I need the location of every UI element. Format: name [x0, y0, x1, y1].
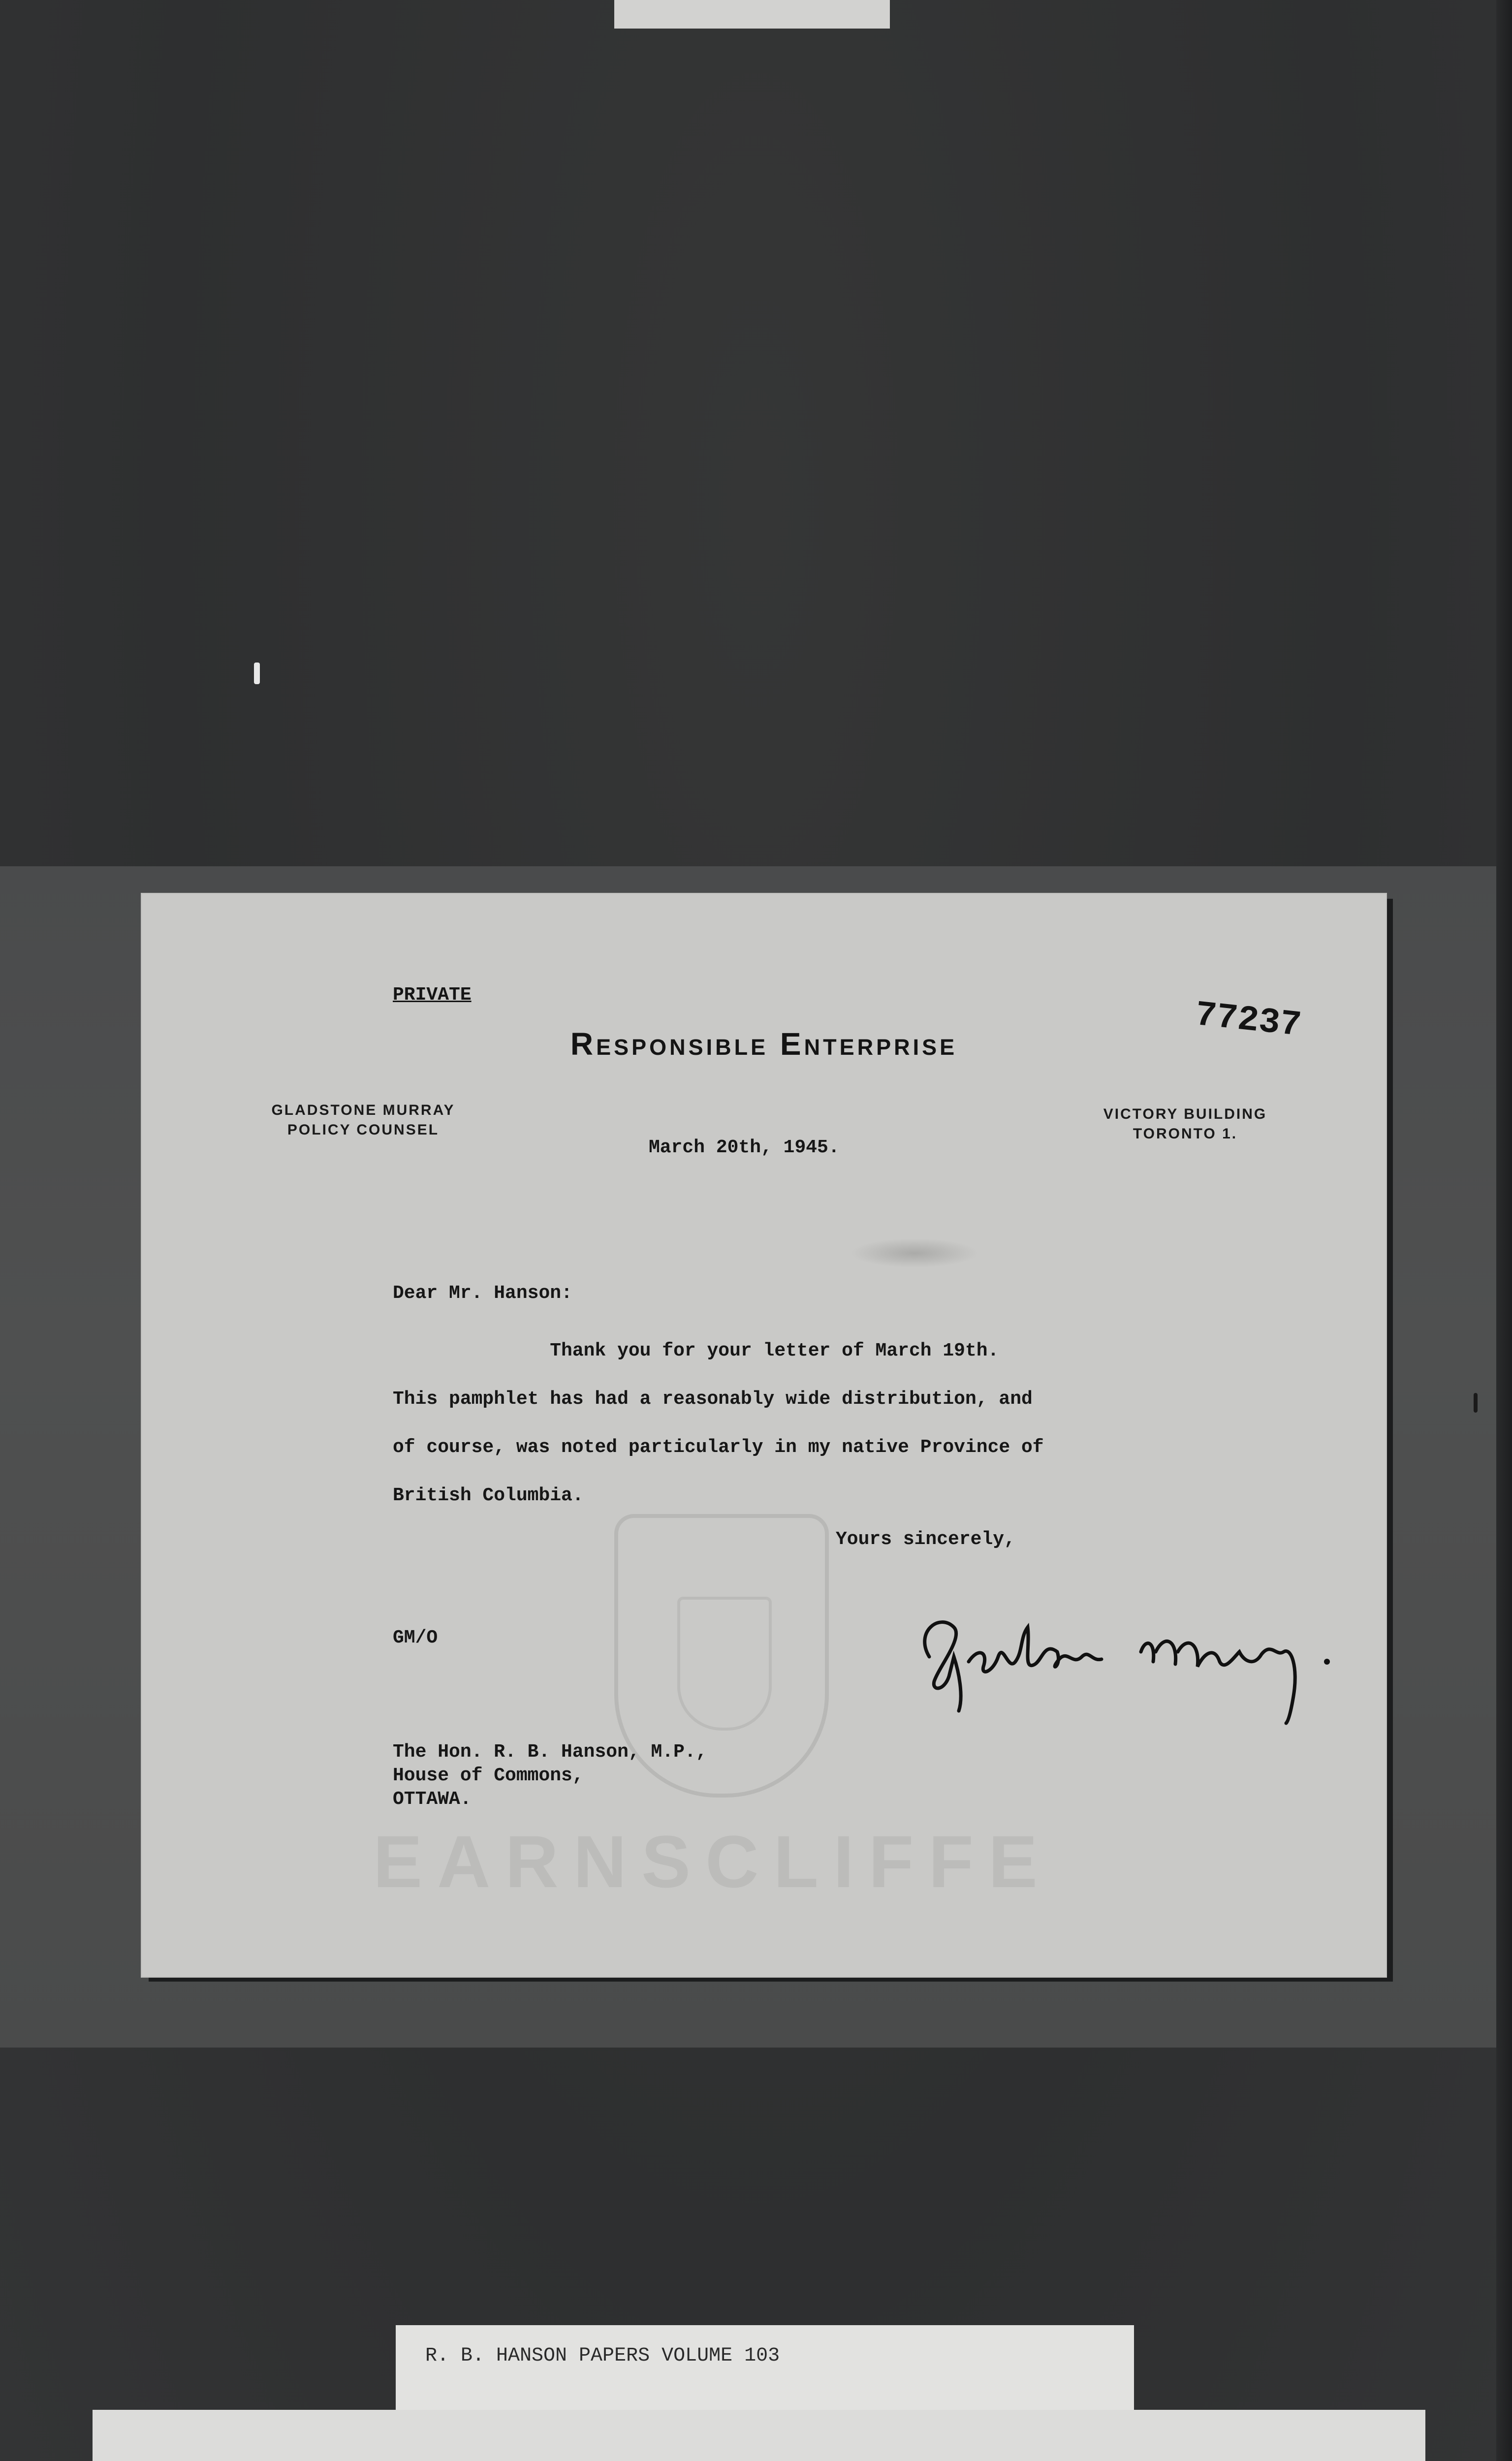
sender-title: POLICY COUNSEL [287, 1122, 440, 1138]
volume-label: R. B. HANSON PAPERS VOLUME 103 [425, 2345, 780, 2367]
paper-watermark: EARNSCLIFFE [373, 1820, 1052, 1903]
watermark-crest-inner [677, 1597, 772, 1731]
handwritten-signature [910, 1598, 1353, 1726]
letterhead-address [1057, 1104, 1313, 1144]
recipient-address: The Hon. R. B. Hanson, M.P., House of Commons, OTTAWA. [393, 1741, 707, 1810]
film-edge [1496, 0, 1512, 2461]
letter-body: Thank you for your letter of March 19th. This pamphlet has had a reasonably wide distribution, and of course, was noted particularly in my native Province of British Columbia. [393, 1340, 1044, 1506]
typist-initials: GM/O [393, 1627, 438, 1648]
letter-date: March 20th, 1945. [649, 1137, 840, 1158]
letterhead-title: Responsible Enterprise [570, 1026, 958, 1062]
top-paper-tab [614, 0, 890, 29]
file-number-stamp: 77237 [1193, 994, 1303, 1046]
letter-document [142, 894, 1386, 1977]
sender-name: GLADSTONE MURRAY [271, 1102, 455, 1118]
salutation: Dear Mr. Hanson: [393, 1283, 572, 1304]
closing: Yours sincerely, [836, 1529, 1015, 1550]
address-building: VICTORY BUILDING [1103, 1106, 1267, 1122]
letterhead-sender [240, 1101, 486, 1140]
private-marking: PRIVATE [393, 984, 472, 1006]
dust-speck [1474, 1393, 1478, 1413]
archives-card [93, 2410, 1425, 2461]
address-city: TORONTO 1. [1133, 1126, 1238, 1142]
paper-smudge [850, 1238, 978, 1268]
dust-speck [254, 663, 260, 684]
